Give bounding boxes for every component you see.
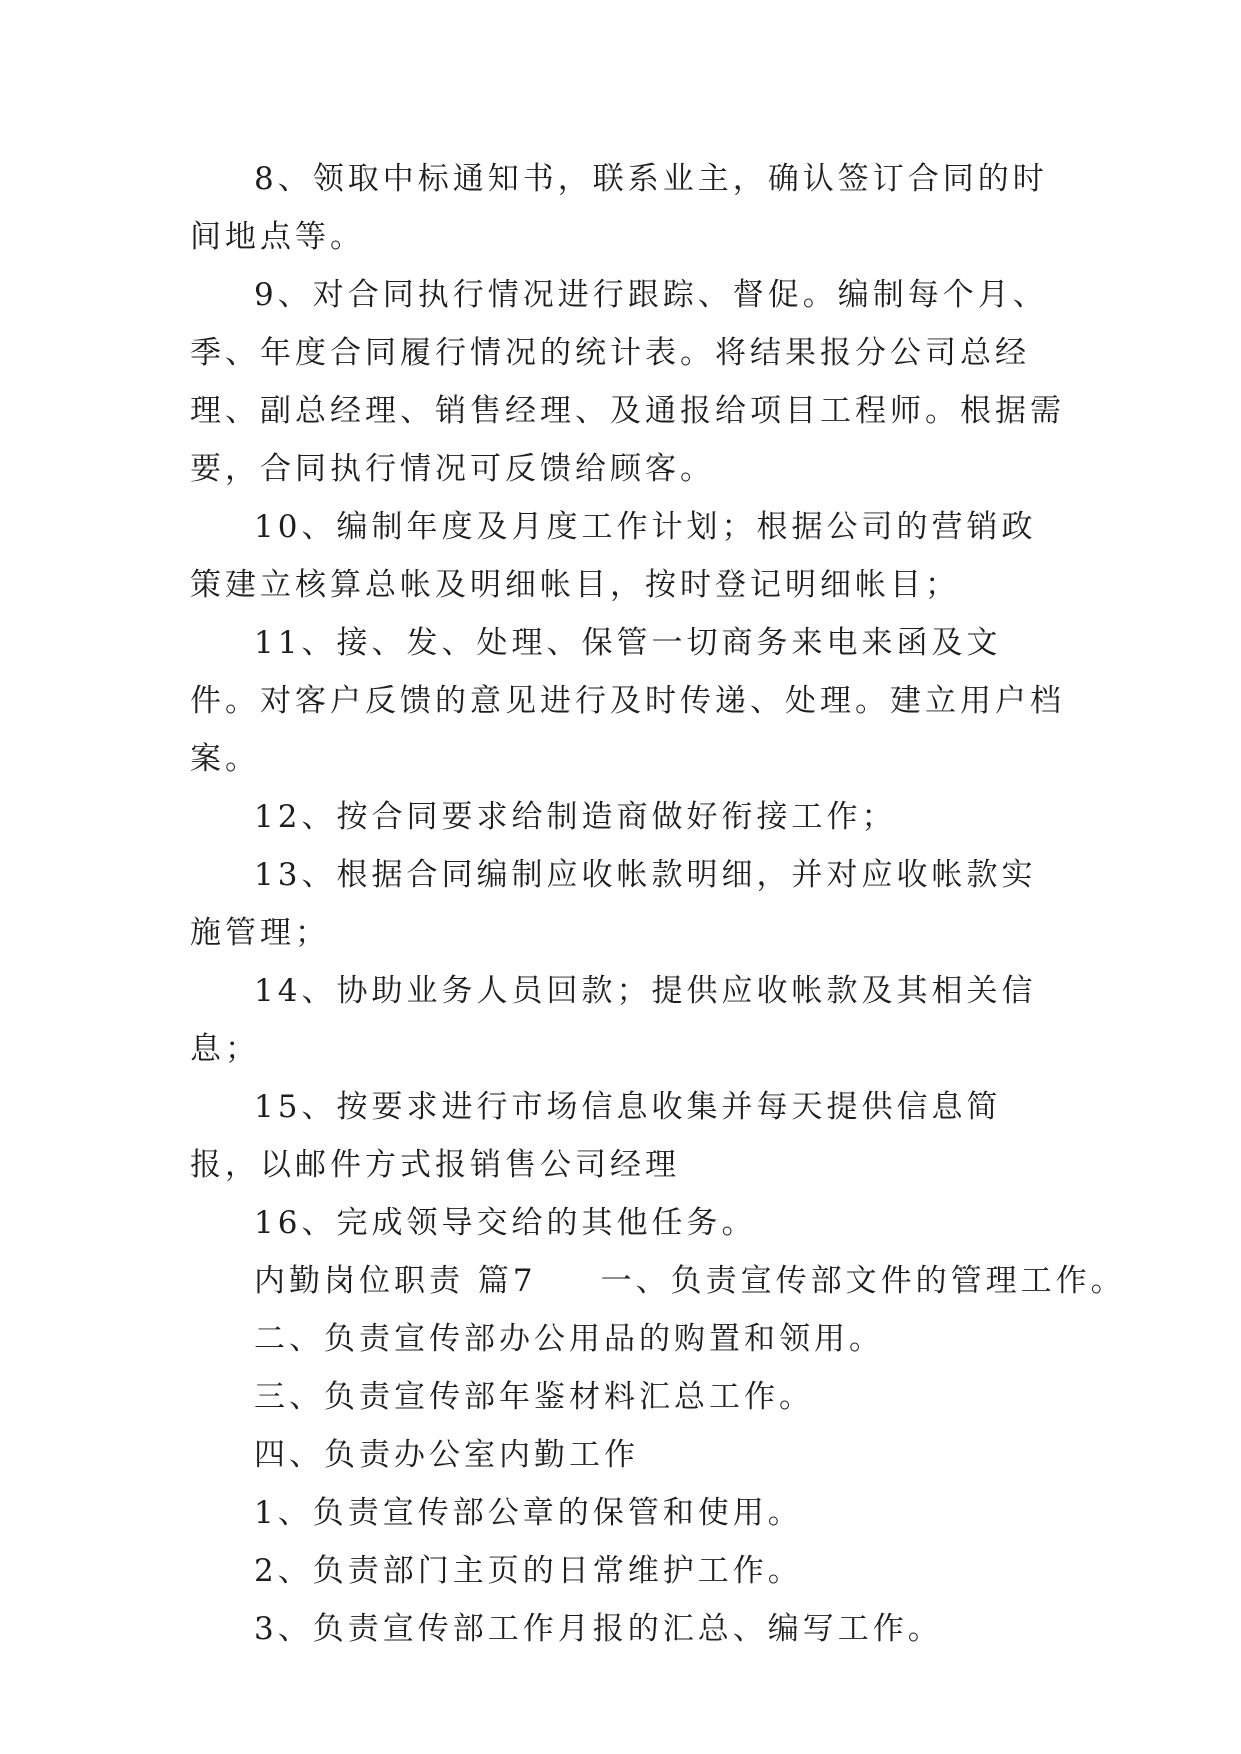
paragraph: 9、对合同执行情况进行跟踪、督促。编制每个月、季、年度合同履行情况的统计表。将结果报分公司总经理、副总经理、销售经理、及通报给项目工程师。根据需要，合同执行情况可反馈给顾客。: [190, 277, 1065, 487]
list-item: 四、负责办公室内勤工作: [254, 1437, 639, 1473]
section-heading-line: [190, 1252, 1126, 1310]
paragraph: 10、编制年度及月度工作计划；根据公司的营销政策建立核算总帐及明细帐目，按时登记明细帐目；: [190, 509, 1037, 603]
list-item: 三、负责宣传部年鉴材料汇总工作。: [254, 1379, 814, 1415]
list-item: 3、负责宣传部工作月报的汇总、编写工作。: [254, 1611, 943, 1647]
document-body: [190, 150, 1126, 1658]
paragraph: 8、领取中标通知书，联系业主，确认签订合同的时间地点等。: [190, 161, 1048, 255]
paragraph: 14、协助业务人员回款；提供应收帐款及其相关信息；: [190, 973, 1037, 1067]
section-first-item: 一、负责宣传部文件的管理工作。: [600, 1263, 1126, 1299]
paragraph: 12、按合同要求给制造商做好衔接工作；: [254, 799, 897, 835]
paragraph: 15、按要求进行市场信息收集并每天提供信息简报，以邮件方式报销售公司经理: [190, 1089, 1002, 1183]
section-heading: 内勤岗位职责 篇7: [254, 1263, 537, 1299]
list-item: 2、负责部门主页的日常维护工作。: [254, 1553, 803, 1589]
paragraph: 13、根据合同编制应收帐款明细，并对应收帐款实施管理；: [190, 857, 1037, 951]
paragraph: 11、接、发、处理、保管一切商务来电来函及文件。对客户反馈的意见进行及时传递、处理。建立用户档案。: [190, 625, 1065, 777]
paragraph: 16、完成领导交给的其他任务。: [254, 1205, 757, 1241]
list-item: 二、负责宣传部办公用品的购置和领用。: [254, 1321, 884, 1357]
list-item: 1、负责宣传部公章的保管和使用。: [254, 1495, 803, 1531]
